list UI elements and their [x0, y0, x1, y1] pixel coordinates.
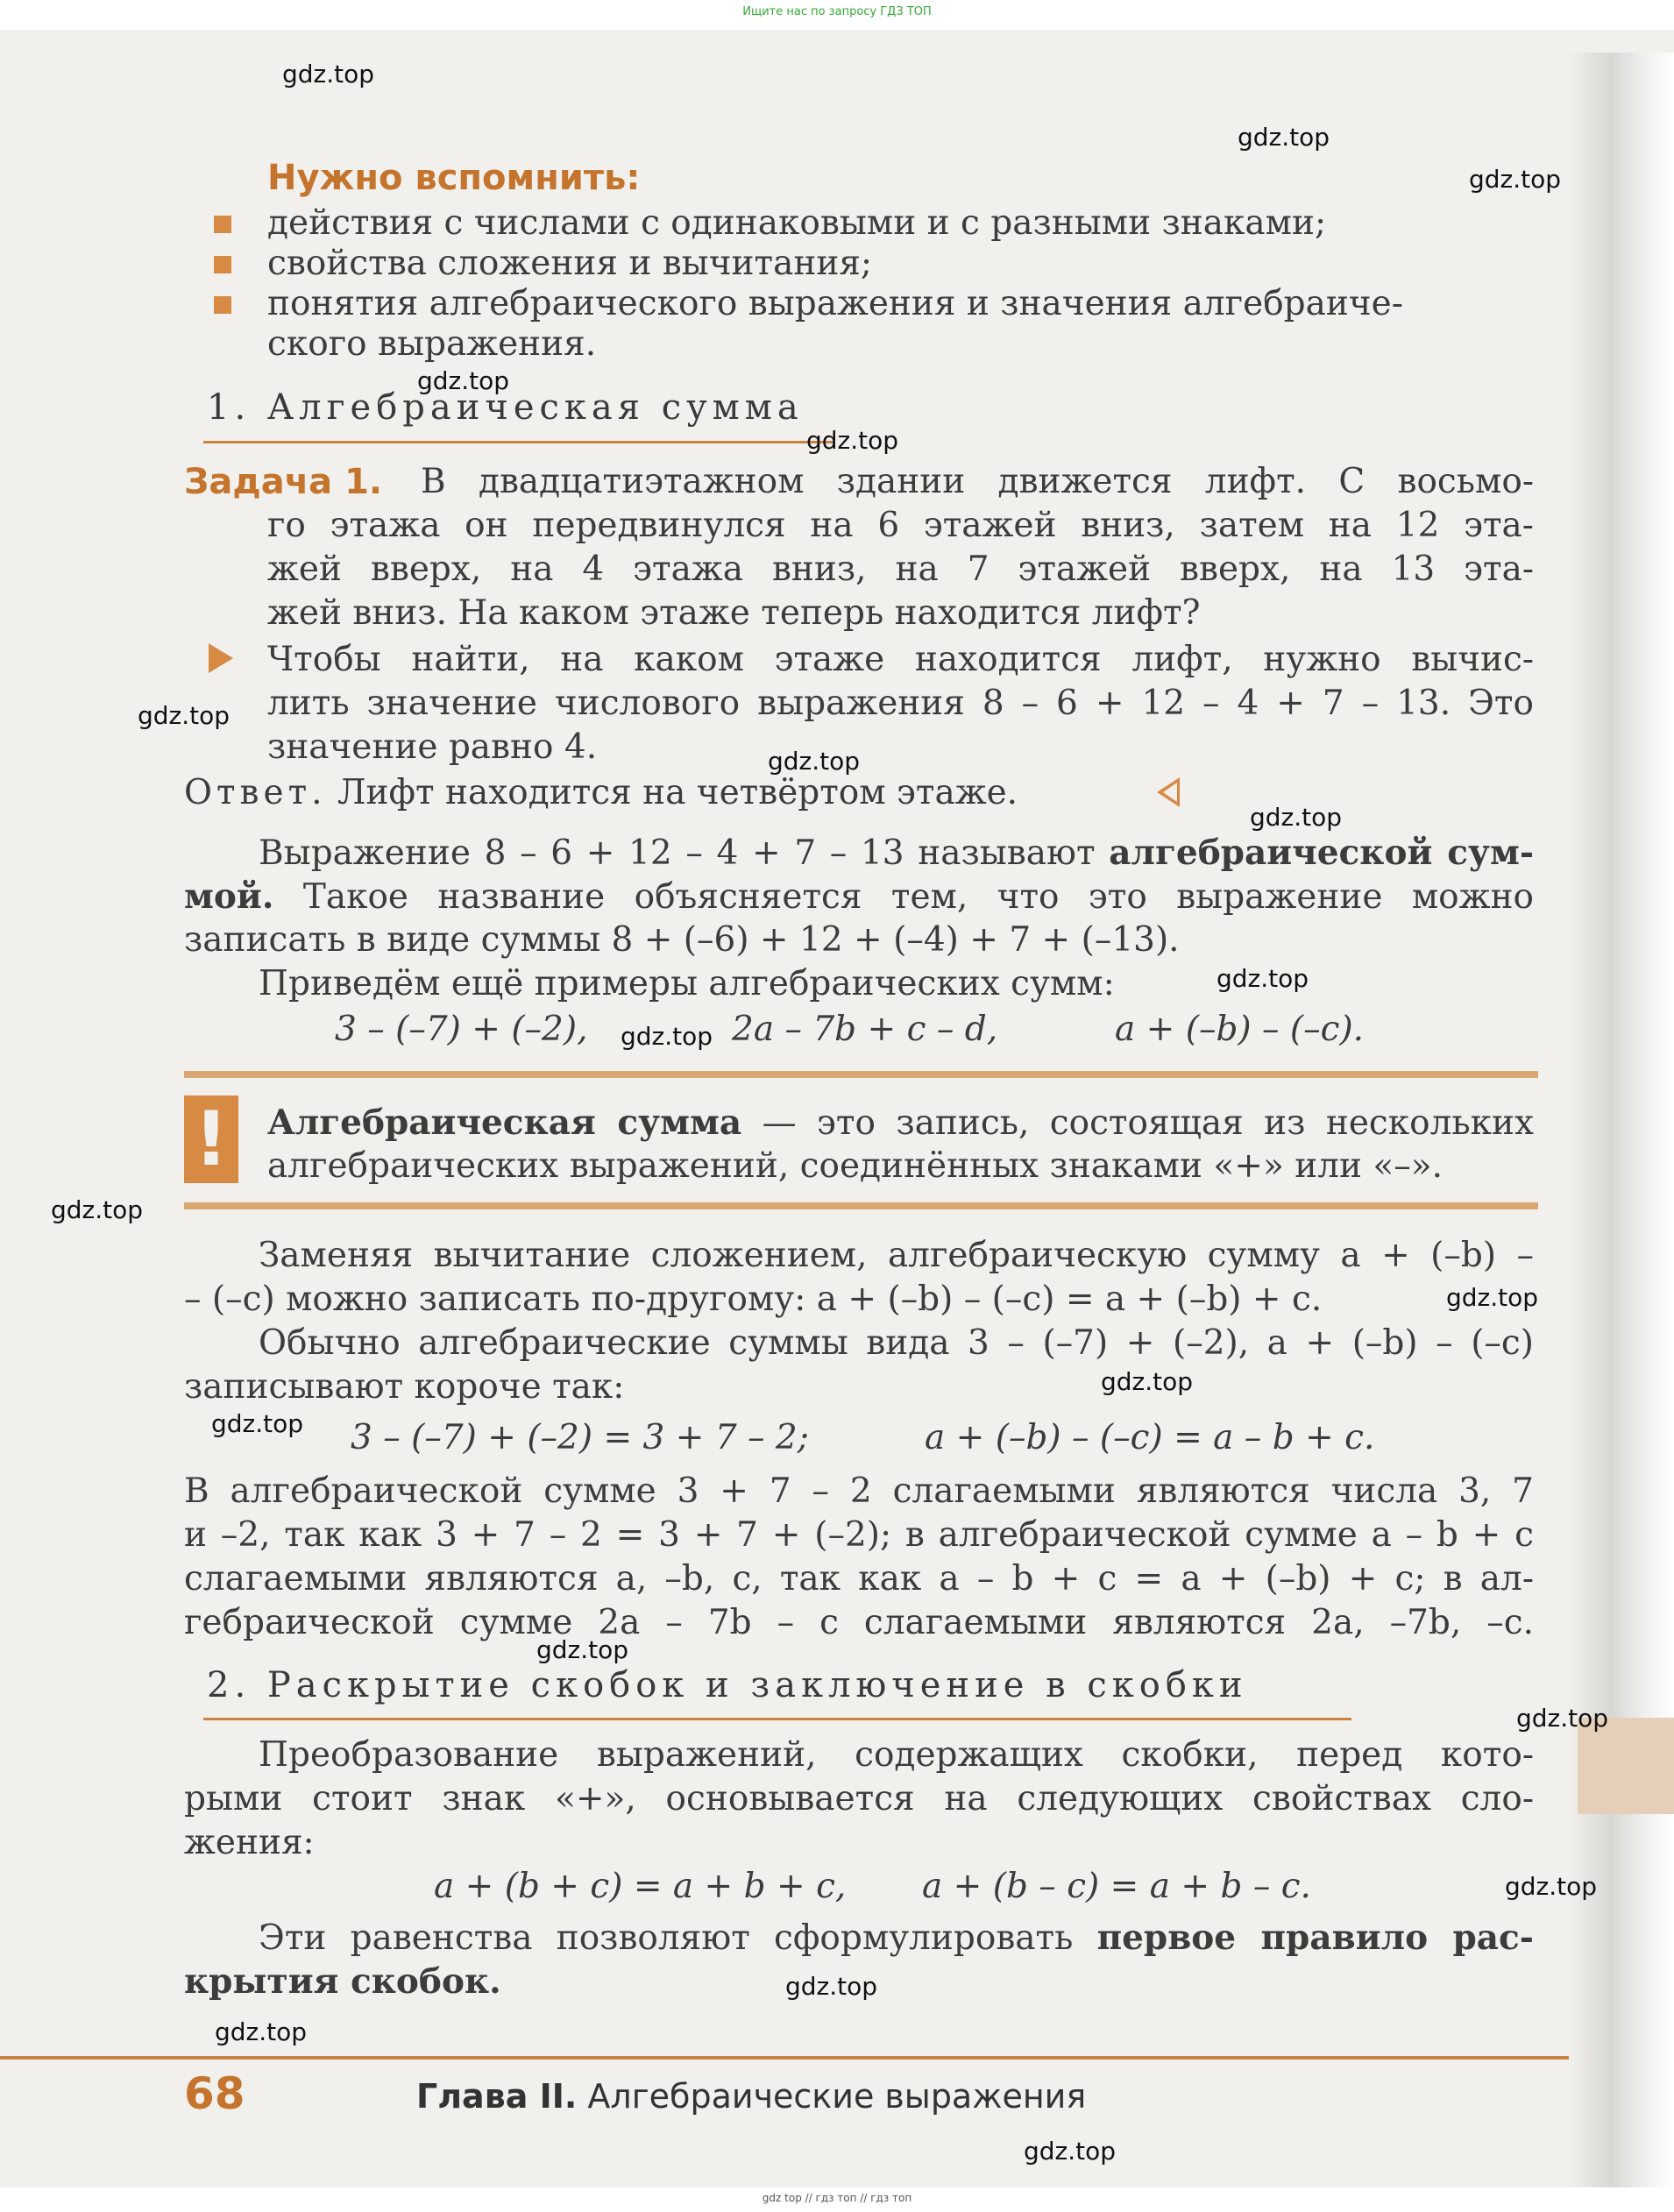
- watermark[interactable]: gdz.top: [536, 1635, 629, 1664]
- watermark[interactable]: gdz.top: [1516, 1704, 1609, 1733]
- watermark[interactable]: gdz.top: [768, 747, 861, 776]
- paragraph-line: рыми стоит знак «+», основывается на следующих свойствах сло-: [184, 1779, 1534, 1819]
- exclamation-icon: !: [194, 1095, 229, 1183]
- definition-line: алгебраических выражений, соединённых знаками «+» или «–».: [267, 1146, 1443, 1186]
- section-title: 1. Алгебраическая сумма: [207, 387, 804, 428]
- task-text-line: го этажа он передвинулся на 6 этажей вниз, затем на 12 эта-: [267, 506, 1534, 545]
- solution-start-icon: [209, 643, 233, 673]
- chapter-title: [416, 2077, 1086, 2116]
- recall-item: понятия алгебраического выражения и значения алгебраиче-: [267, 284, 1403, 323]
- paragraph-line: [184, 875, 1534, 919]
- watermark[interactable]: gdz.top: [806, 426, 899, 455]
- bullet-icon: [214, 296, 231, 314]
- formula: a + (–b) – (–c) = a – b + c.: [925, 1418, 1375, 1457]
- example-formula: 3 – (–7) + (–2),: [335, 1010, 588, 1049]
- recall-item: ского выражения.: [267, 324, 597, 364]
- paragraph-line: – (–c) можно записать по-другому: a + (–b) – (–c) = a + (–b) + c.: [184, 1280, 1323, 1319]
- example-formula: 2a – 7b + c – d,: [732, 1010, 998, 1049]
- paragraph-text: Эти равенства позволяют сформулировать: [259, 1918, 1074, 1958]
- definition-text: — это запись, состоящая из нескольких: [762, 1103, 1534, 1143]
- paragraph-line: записать в виде суммы 8 + (–6) + 12 + (–4) + 7 + (–13).: [184, 920, 1180, 960]
- answer-text: Лифт находится на четвёртом этаже.: [337, 773, 1018, 812]
- paragraph-line: записывают короче так:: [184, 1367, 625, 1407]
- answer-line: [184, 771, 1018, 815]
- paragraph-line: Приведём ещё примеры алгебраических сумм:: [259, 964, 1115, 1003]
- watermark[interactable]: gdz.top: [1024, 2137, 1117, 2166]
- watermark[interactable]: gdz.top: [215, 2017, 308, 2046]
- section-underline: [203, 441, 834, 443]
- definition-line: [267, 1101, 1534, 1145]
- definition-bottom-band: [184, 1202, 1538, 1209]
- term-bold: мой.: [184, 876, 274, 917]
- paragraph-line: жения:: [184, 1823, 315, 1862]
- chapter-name: Алгебраические выражения: [587, 2077, 1087, 2116]
- footer-rule: [0, 2056, 1569, 2060]
- definition-term: Алгебраическая сумма: [267, 1102, 742, 1143]
- watermark[interactable]: gdz.top: [1505, 1872, 1598, 1901]
- formula: a + (b + c) = a + b + c,: [434, 1867, 847, 1906]
- top-banner[interactable]: Ищите нас по запросу ГДЗ ТОП: [0, 0, 1674, 30]
- watermark[interactable]: gdz.top: [621, 1022, 713, 1051]
- paragraph-line: Заменяя вычитание сложением, алгебраическую сумму a + (–b) –: [259, 1236, 1534, 1275]
- watermark[interactable]: gdz.top: [1469, 165, 1562, 194]
- answer-label: Ответ.: [184, 773, 327, 812]
- bullet-icon: [214, 256, 231, 273]
- watermark[interactable]: gdz.top: [211, 1409, 304, 1438]
- paragraph-line: Преобразование выражений, содержащих скобки, перед кото-: [259, 1735, 1534, 1775]
- paragraph-text: Выражение 8 – 6 + 12 – 4 + 7 – 13 называют: [259, 833, 1096, 873]
- paragraph-line: В алгебраической сумме 3 + 7 – 2 слагаемыми являются числа 3, 7: [184, 1471, 1534, 1511]
- recall-item: действия с числами с одинаковыми и с разными знаками;: [267, 203, 1327, 243]
- section-title: 2. Раскрытие скобок и заключение в скобки: [207, 1665, 1248, 1705]
- solution-line: значение равно 4.: [267, 727, 598, 767]
- section-underline: [203, 1718, 1351, 1720]
- paragraph-line: гебраической сумме 2a – 7b – c слагаемыми являются 2a, –7b, –c.: [184, 1603, 1534, 1642]
- task-label: Задача 1.: [184, 462, 383, 502]
- term-bold: первое правило рас-: [1096, 1918, 1534, 1958]
- term-bold: алгебраической сум-: [1109, 833, 1535, 873]
- bullet-icon: [214, 216, 231, 233]
- watermark[interactable]: gdz.top: [138, 701, 231, 730]
- solution-end-icon-inner: [1163, 783, 1177, 802]
- solution-line: Чтобы найти, на каком этаже находится лифт, нужно вычис-: [267, 640, 1534, 679]
- page-number: 68: [184, 2068, 245, 2119]
- paragraph-text: Такое название объясняется тем, что это выражение можно: [302, 877, 1535, 917]
- paragraph-line: [259, 1916, 1534, 1960]
- watermark[interactable]: gdz.top: [282, 60, 375, 89]
- watermark[interactable]: gdz.top: [1250, 803, 1343, 832]
- task-text-line: жей вверх, на 4 этажа вниз, на 7 этажей вверх, на 13 эта-: [267, 549, 1534, 589]
- paragraph-line: слагаемыми являются a, –b, c, так как a – b + c = a + (–b) + c; в ал-: [184, 1559, 1534, 1599]
- watermark[interactable]: gdz.top: [1101, 1367, 1194, 1396]
- task-text-line: В двадцатиэтажном здании движется лифт. С восьмо-: [421, 462, 1534, 501]
- watermark[interactable]: gdz.top: [1446, 1283, 1539, 1312]
- watermark[interactable]: gdz.top: [1238, 123, 1330, 152]
- chapter-label: Глава II.: [416, 2077, 578, 2116]
- watermark[interactable]: gdz.top: [417, 366, 510, 395]
- definition-top-band: [184, 1071, 1538, 1078]
- recall-item: свойства сложения и вычитания;: [267, 244, 873, 283]
- recall-title: Нужно вспомнить:: [267, 158, 641, 198]
- attention-box: [184, 1095, 238, 1183]
- watermark[interactable]: gdz.top: [1216, 964, 1309, 993]
- paragraph-line: крытия скобок.: [184, 1961, 501, 2002]
- watermark[interactable]: gdz.top: [785, 1972, 878, 2001]
- formula: a + (b – c) = a + b – c.: [922, 1867, 1311, 1906]
- paragraph-line: [259, 831, 1534, 876]
- watermark[interactable]: gdz.top: [51, 1195, 144, 1224]
- bottom-banner[interactable]: gdz top // гдз топ // гдз топ: [0, 2187, 1674, 2212]
- task-text-line: жей вниз. На каком этаже теперь находится лифт?: [267, 593, 1201, 633]
- example-formula: a + (–b) – (–c).: [1115, 1010, 1365, 1049]
- paragraph-line: и –2, так как 3 + 7 – 2 = 3 + 7 + (–2); в алгебраической сумме a – b + c: [184, 1515, 1534, 1555]
- solution-line: лить значение числового выражения 8 – 6 + 12 – 4 + 7 – 13. Это: [267, 684, 1534, 723]
- formula: 3 – (–7) + (–2) = 3 + 7 – 2;: [351, 1418, 809, 1457]
- paragraph-line: Обычно алгебраические суммы вида 3 – (–7) + (–2), a + (–b) – (–c): [259, 1323, 1534, 1363]
